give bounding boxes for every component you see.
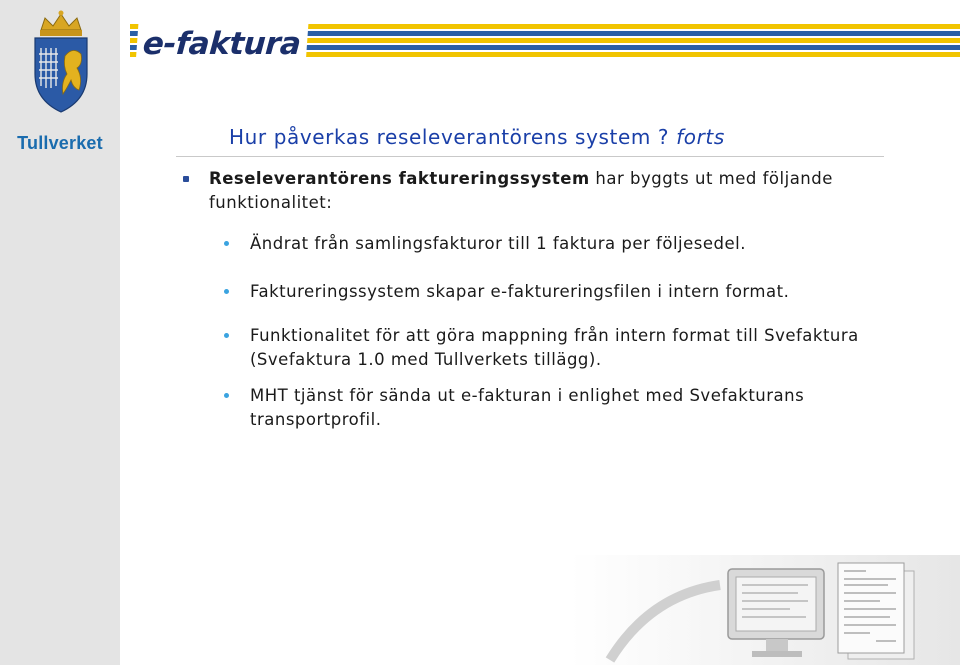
sub-bullet-2 (224, 280, 904, 304)
slide-title (229, 125, 725, 149)
bullet-marker (224, 393, 229, 398)
sub-bullet-text: Ändrat från samlingsfakturor till 1 faktura per följesedel. (250, 234, 746, 253)
organization-name: Tullverket (17, 133, 103, 153)
sub-bullet-1 (224, 232, 904, 256)
sub-bullet-text: Faktureringssystem skapar e-faktureringsfilen i intern format. (250, 282, 790, 301)
coat-of-arms-icon (25, 8, 97, 116)
main-bullet-bold: Reseleverantörens faktureringssystem (209, 169, 590, 188)
title-main: Hur påverkas reseleverantörens system ? (229, 125, 670, 149)
sidebar (0, 0, 120, 665)
title-divider (176, 156, 884, 157)
bullet-marker (224, 333, 229, 338)
e-faktura-logo: e-fakturа (135, 22, 308, 66)
main-bullet (183, 167, 873, 215)
sub-bullet-text: Funktionalitet för att göra mappning från intern format till Svefaktura (Svefaktura 1.0 med Tullverkets tillägg). (250, 326, 859, 369)
sub-bullet-text: MHT tjänst för sända ut e-fakturan i enlighet med Svefakturans transportprofil. (250, 386, 805, 429)
bullet-marker (183, 176, 189, 182)
sub-bullet-4 (224, 384, 904, 432)
title-suffix: forts (676, 125, 725, 149)
bullet-marker (224, 289, 229, 294)
bullet-marker (224, 241, 229, 246)
main-bullet-rest: har byggts ut med följande funktionalitet: (209, 169, 833, 212)
computer-invoice-illustration (570, 555, 960, 665)
sub-bullet-3 (224, 324, 904, 372)
main-bullet-text (209, 167, 873, 215)
